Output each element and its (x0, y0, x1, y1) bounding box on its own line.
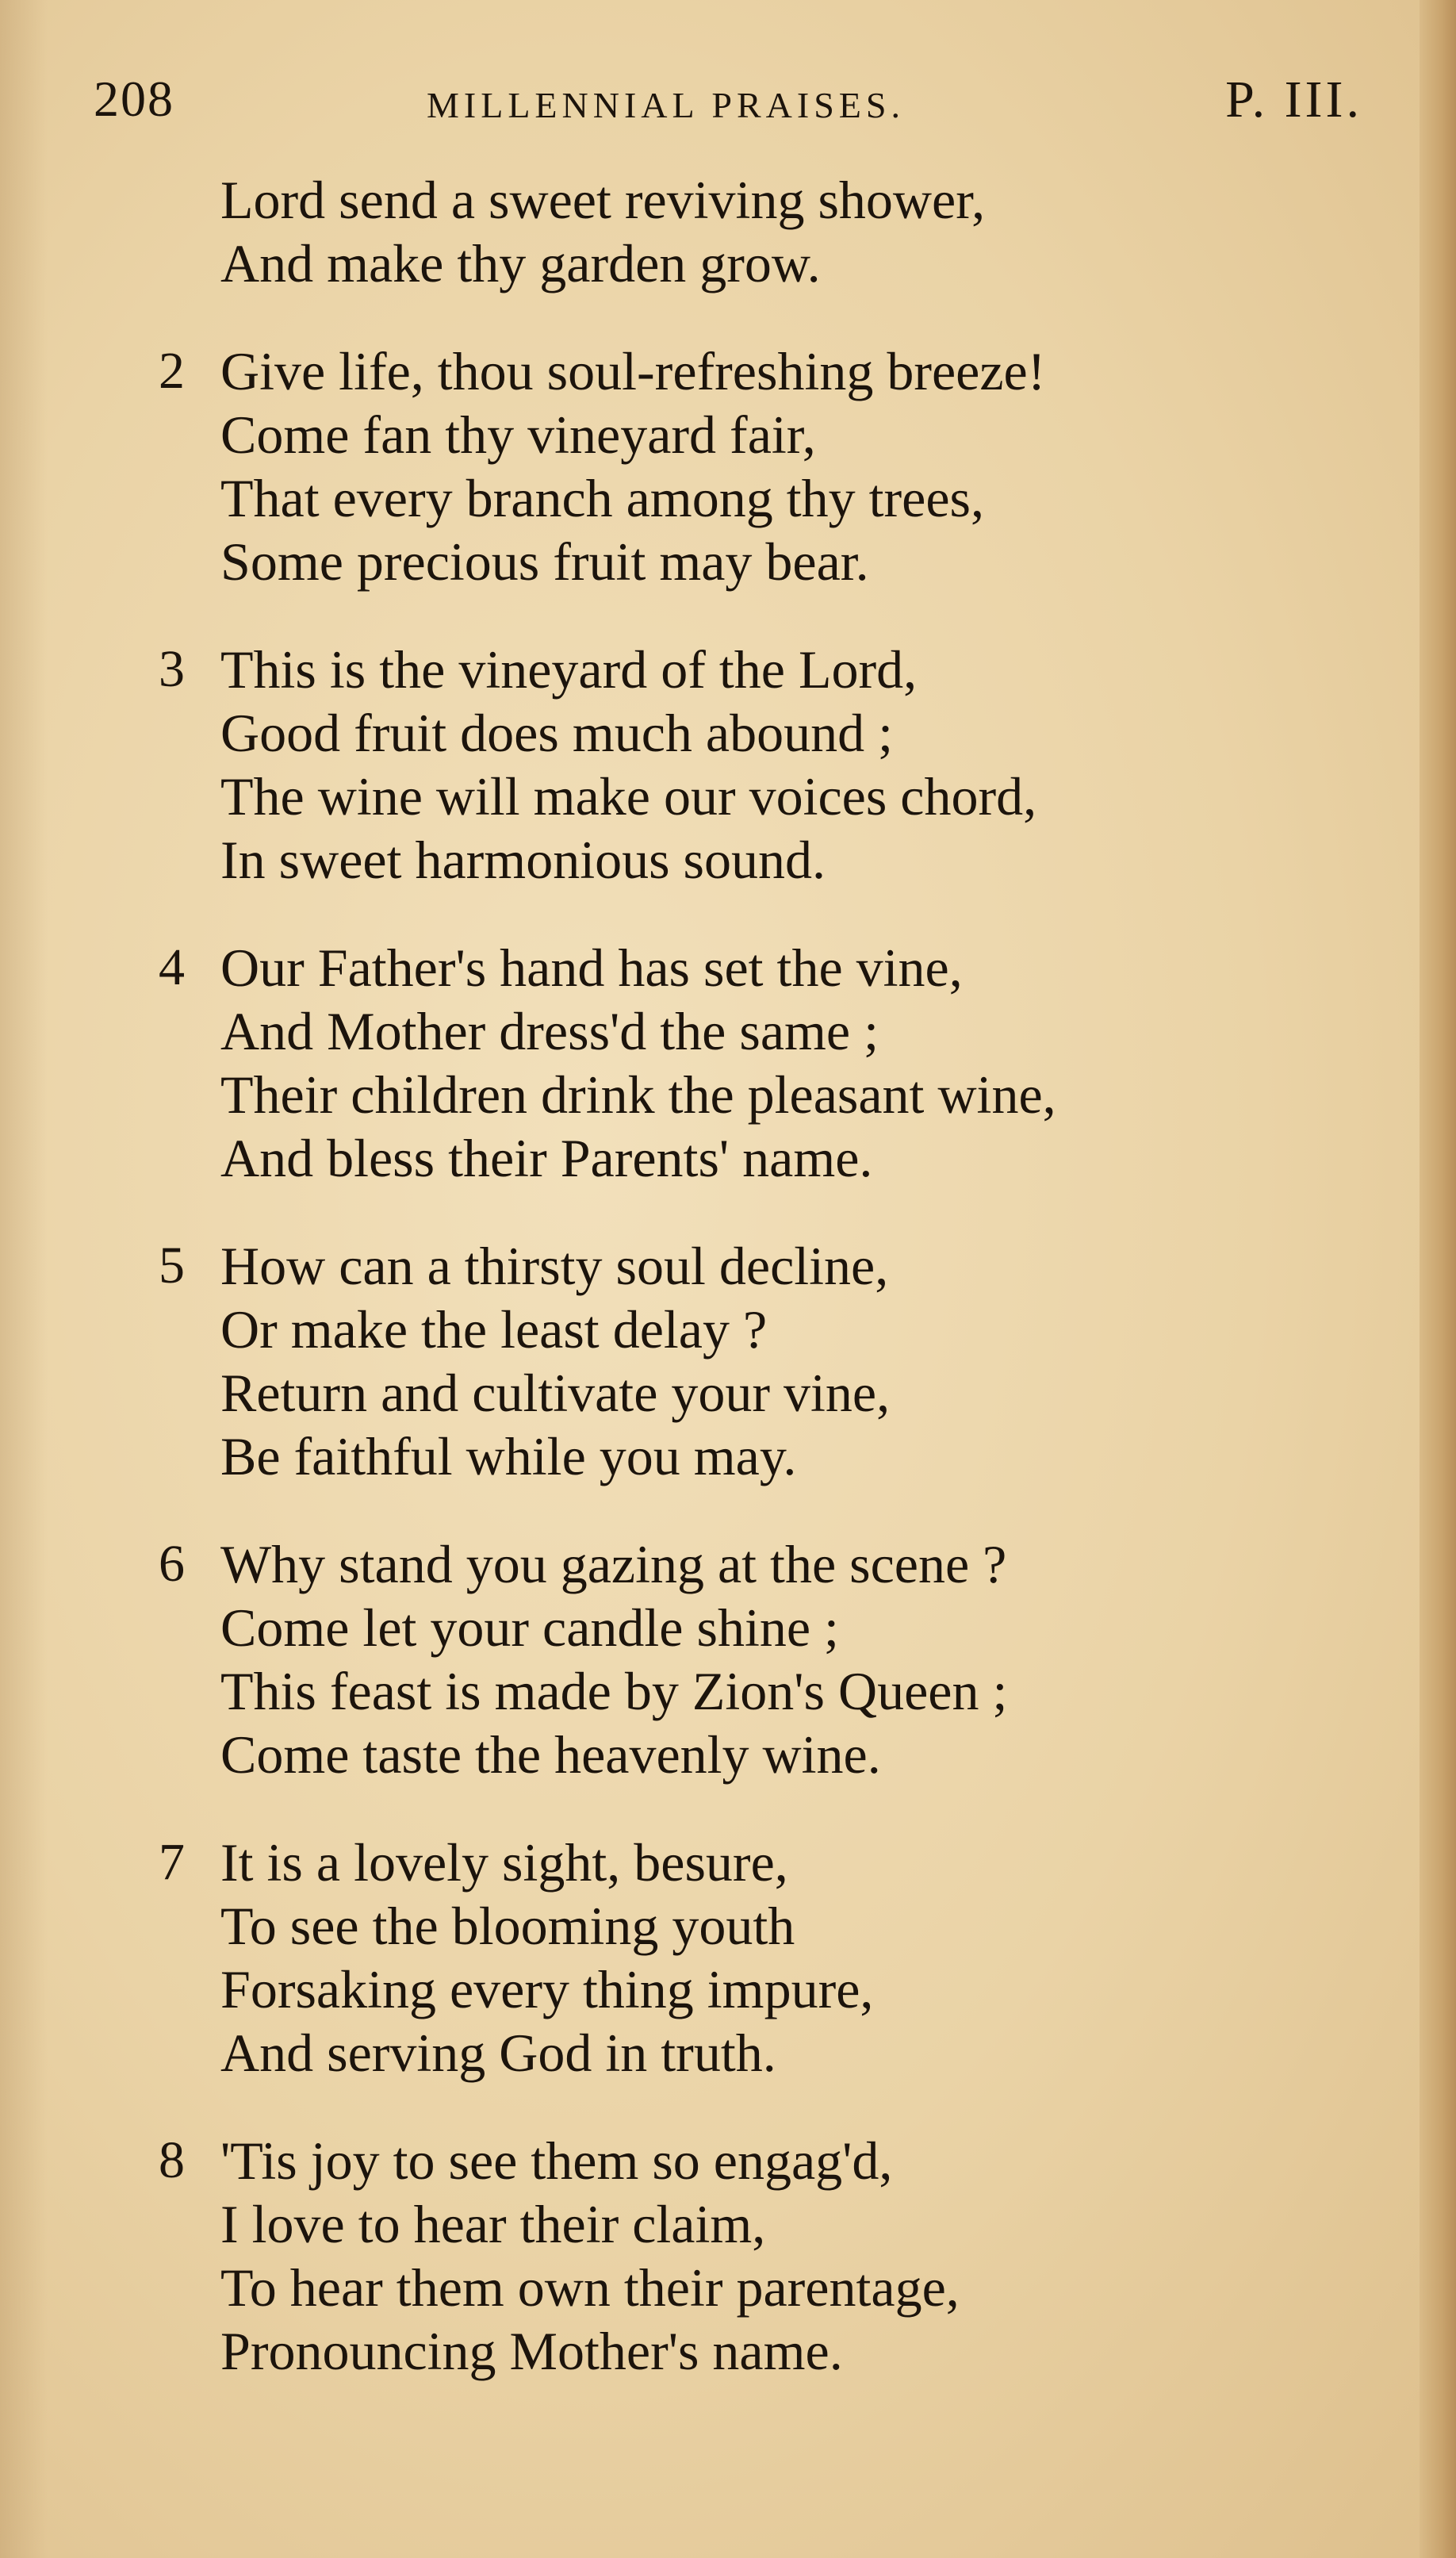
running-title: MILLENNIAL PRAISES. (427, 85, 905, 125)
verse-line: And make thy garden grow. (220, 233, 821, 293)
verse-line: And serving God in truth. (220, 2023, 776, 2083)
verse-line: Forsaking every thing impure, (220, 1959, 874, 2019)
stanza-number: 7 (159, 1833, 185, 1891)
verse-line: The wine will make our voices chord, (220, 766, 1037, 826)
verse-line: Give life, thou soul-refreshing breeze! (220, 341, 1046, 401)
verse-line: Return and cultivate your vine, (220, 1363, 891, 1423)
verse-line: I love to hear their claim, (220, 2194, 766, 2254)
verse-line: To hear them own their parentage, (220, 2257, 960, 2318)
verse-line: It is a lovely sight, besure, (220, 1832, 788, 1893)
verse-line: Lord send a sweet reviving shower, (220, 170, 986, 230)
verse-line: And bless their Parents' name. (220, 1128, 873, 1188)
page-number: 208 (94, 71, 174, 127)
verse-line: 'Tis joy to see them so engag'd, (220, 2130, 893, 2191)
verse-line: Their children drink the pleasant wine, (220, 1064, 1056, 1125)
verse-line: And Mother dress'd the same ; (220, 1001, 879, 1061)
stanza-number: 4 (159, 938, 185, 996)
verse-line: Why stand you gazing at the scene ? (220, 1534, 1007, 1594)
verse-line: Pronouncing Mother's name. (220, 2321, 843, 2381)
verse-line: That every branch among thy trees, (220, 468, 984, 528)
verse-line: Some precious fruit may bear. (220, 531, 869, 592)
verse-line: In sweet harmonious sound. (220, 830, 826, 890)
part-label: P. III. (1225, 71, 1362, 128)
verse-line: Or make the least delay ? (220, 1299, 768, 1360)
stanza-number: 3 (159, 640, 185, 698)
stanza-number: 6 (159, 1535, 185, 1593)
stanza-number: 8 (159, 2131, 185, 2189)
verse-line: Come let your candle shine ; (220, 1597, 839, 1658)
verse-line: Come fan thy vineyard fair, (220, 405, 816, 465)
verse-line: Be faithful while you may. (220, 1426, 797, 1486)
verse-line: To see the blooming youth (220, 1896, 795, 1956)
verse-line: This feast is made by Zion's Queen ; (220, 1661, 1008, 1721)
stanza-number: 5 (159, 1237, 185, 1294)
verse-line: Our Father's hand has set the vine, (220, 938, 963, 998)
stanza-number: 2 (159, 342, 185, 400)
verse-line: Come taste the heavenly wine. (220, 1724, 881, 1785)
verse-line: How can a thirsty soul decline, (220, 1236, 889, 1296)
verse-line: This is the vineyard of the Lord, (220, 639, 918, 700)
verse-line: Good fruit does much abound ; (220, 703, 893, 763)
